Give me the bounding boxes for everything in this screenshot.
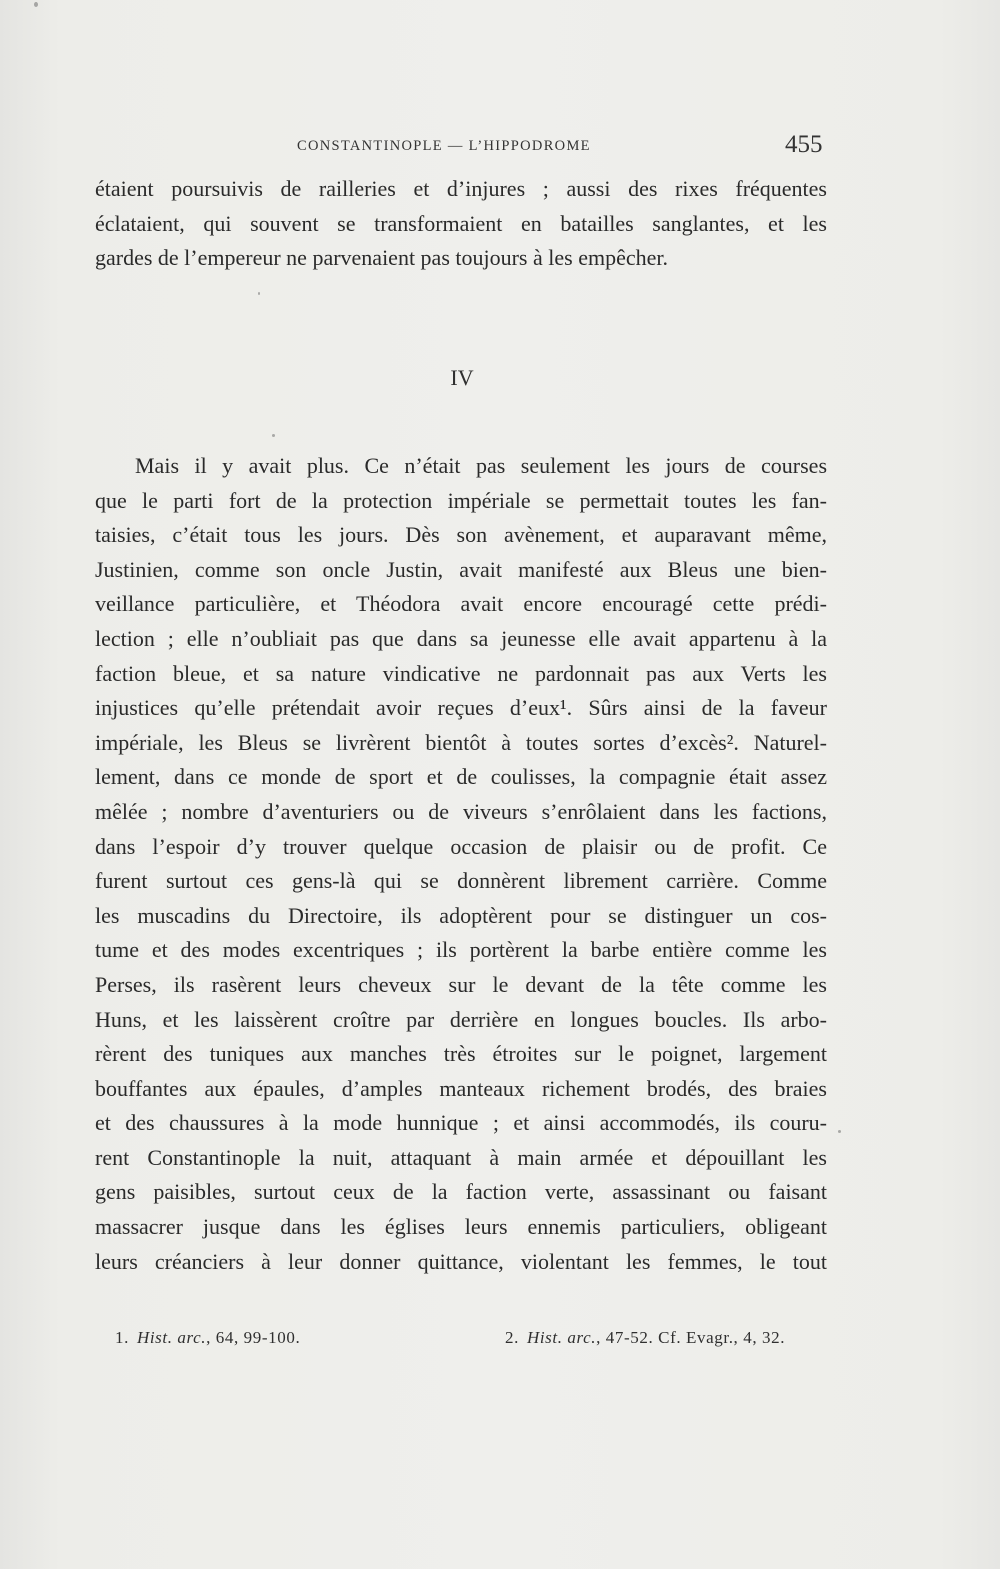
scan-speck (258, 292, 260, 295)
footnote-reference: , 64, 99-100. (206, 1328, 301, 1347)
text-line: leurs créanciers à leur donner quittance, violentant les femmes, le tout (95, 1248, 827, 1274)
text-line: faction bleue, et sa nature vindicative ne pardonnait pas aux Verts les (95, 660, 827, 686)
text-line: tume et des modes excentriques ; ils portèrent la barbe entière comme les (95, 937, 827, 963)
text-line: les muscadins du Directoire, ils adoptèrent pour se distinguer un cos- (95, 902, 827, 928)
footnote-number: 1. (115, 1328, 129, 1347)
scan-speck (34, 2, 38, 7)
footnote (505, 1325, 785, 1351)
text-line: Justinien, comme son oncle Justin, avait manifesté aux Bleus une bien- (95, 556, 827, 582)
text-line: Huns, et les laissèrent croître par derrière en longues boucles. Ils arbo- (95, 1006, 827, 1032)
text-line: éclataient, qui souvent se transformaient en batailles sanglantes, et les (95, 210, 827, 236)
text-line: que le parti fort de la protection impériale se permettait toutes les fan- (95, 487, 827, 513)
text-line: dans l’espoir d’y trouver quelque occasion de plaisir ou de profit. Ce (95, 833, 827, 859)
footnote-number: 2. (505, 1328, 519, 1347)
page-number: 455 (785, 131, 823, 158)
text-line: Mais il y avait plus. Ce n’était pas seulement les jours de courses (135, 453, 827, 478)
scan-speck (838, 1130, 841, 1133)
text-line: gardes de l’empereur ne parvenaient pas toujours à les empêcher. (95, 245, 668, 271)
section-heading: IV (450, 365, 474, 390)
text-line: massacrer jusque dans les églises leurs ennemis particuliers, obligeant (95, 1214, 827, 1240)
footnote-reference: , 47-52. Cf. Evagr., 4, 32. (596, 1328, 786, 1347)
text-line: veillance particulière, et Théodora avait encore encouragé cette prédi- (95, 591, 827, 617)
text-line: étaient poursuivis de railleries et d’injures ; aussi des rixes fréquentes (95, 176, 827, 201)
text-line: impériale, les Bleus se livrèrent bientôt à toutes sortes d’excès². Naturel- (95, 729, 827, 755)
paragraph (95, 172, 827, 276)
text-line: taisies, c’était tous les jours. Dès son avènement, et auparavant même, (95, 522, 827, 548)
text-line: rèrent des tuniques aux manches très étroites sur le poignet, largement (95, 1041, 827, 1067)
text-line: mêlée ; nombre d’aventuriers ou de viveurs s’enrôlaient dans les factions, (95, 798, 827, 824)
text-line: bouffantes aux épaules, d’amples manteaux richement brodés, des braies (95, 1075, 827, 1101)
text-line: et des chaussures à la mode hunnique ; et ainsi accommodés, ils couru- (95, 1110, 827, 1136)
text-line: injustices qu’elle prétendait avoir reçues d’eux¹. Sûrs ainsi de la faveur (95, 695, 827, 721)
text-line: rent Constantinople la nuit, attaquant à main armée et dépouillant les (95, 1144, 827, 1170)
text-line: lement, dans ce monde de sport et de coulisses, la compagnie était assez (95, 764, 827, 790)
running-title: CONSTANTINOPLE — L’HIPPODROME (297, 138, 591, 154)
text-line: furent surtout ces gens-là qui se donnèrent librement carrière. Comme (95, 868, 827, 894)
footnote-source: Hist. arc. (526, 1328, 597, 1347)
text-line: gens paisibles, surtout ceux de la faction verte, assassinant ou faisant (95, 1179, 827, 1205)
scan-speck (272, 434, 275, 437)
text-line: Perses, ils rasèrent leurs cheveux sur le devant de la tête comme les (95, 971, 827, 997)
text-line: lection ; elle n’oubliait pas que dans sa jeunesse elle avait appartenu à la (95, 625, 827, 651)
footnote-source: Hist. arc. (136, 1328, 207, 1347)
paragraph (95, 449, 827, 1279)
footnote (115, 1325, 300, 1351)
